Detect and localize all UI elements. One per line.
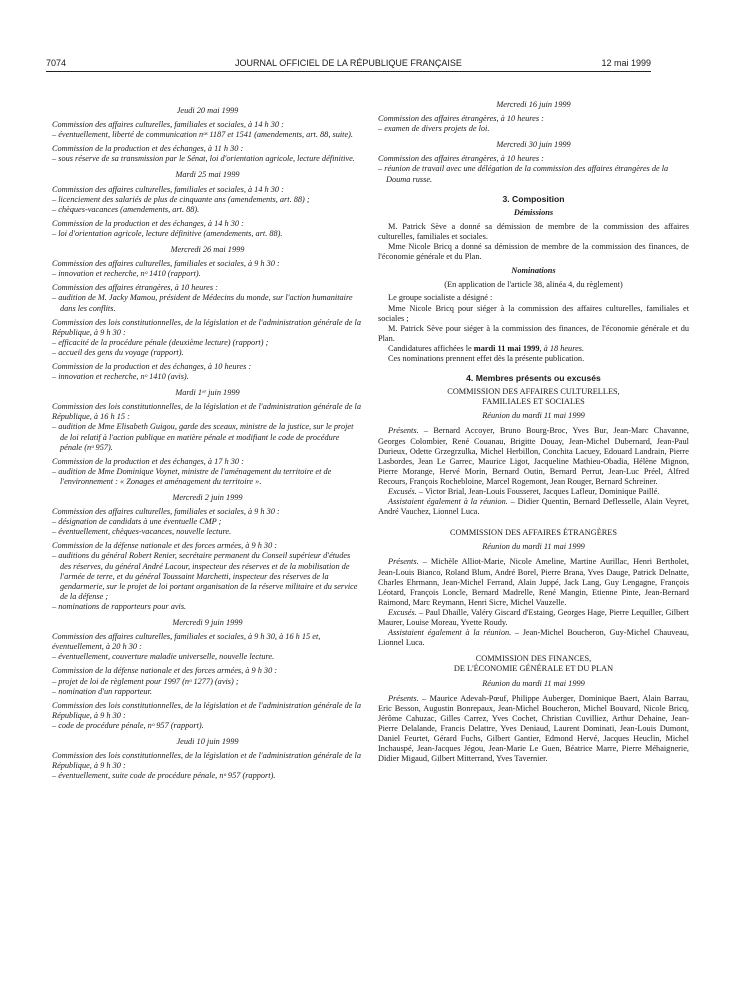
- agenda-item: – sous réserve de sa transmission par le Sénat, loi d'orientation agricole, lecture définitive.: [52, 154, 355, 164]
- agenda-item: – éventuellement, liberté de communication nᵒˢ 1187 et 1541 (amendements, art. 88, suite).: [52, 130, 353, 140]
- date-bold: mardi 11 mai 1999: [473, 343, 540, 353]
- agenda-item: – chèques-vacances (amendements, art. 88).: [52, 204, 200, 214]
- commission-line: Commission des affaires étrangères, à 10 heures :: [52, 283, 218, 293]
- day-heading: Jeudi 20 mai 1999: [176, 106, 239, 115]
- commission-line: Commission de la défense nationale et des forces armées, à 9 h 30 :: [52, 541, 278, 551]
- agenda-block: [52, 362, 363, 382]
- paragraph: Ces nominations prennent effet dès la présente publication.: [388, 353, 585, 363]
- paragraph: [378, 557, 689, 607]
- commission-line: Commission de la défense nationale et des forces armées, à 9 h 30 :: [52, 666, 278, 676]
- paragraph: M. Patrick Sève a donné sa démission de membre de la commission des affaires culturelles, familiales et sociales.: [378, 221, 689, 241]
- journal-title: JOURNAL OFFICIEL DE LA RÉPUBLIQUE FRANÇAISE: [235, 58, 462, 68]
- meeting-heading: Réunion du mardi 11 mai 1999: [482, 678, 585, 688]
- commission-line: Commission de la production et des échanges, à 14 h 30 :: [52, 218, 244, 228]
- day-heading: Jeudi 10 juin 1999: [176, 736, 239, 746]
- paragraph: Mme Nicole Bricq a donné sa démission de membre de la commission des finances, de l'économie générale et du Plan.: [378, 242, 689, 262]
- paragraph: [378, 426, 689, 487]
- agenda-item: – éventuellement, couverture maladie universelle, nouvelle lecture.: [52, 652, 275, 662]
- commission-line: Commission de la production et des échanges, à 11 h 30 :: [52, 144, 244, 154]
- paragraph: [378, 694, 689, 765]
- agenda-block: [52, 632, 363, 662]
- text: – Jean-Michel Boucheron, Guy-Michel Chauveau, Lionnel Luca.: [378, 628, 689, 648]
- text: Candidatures affichées le: [388, 343, 474, 353]
- agenda-item: – efficacité de la procédure pénale (deuxième lecture) (rapport) ;: [52, 337, 269, 347]
- commission-line: Commission des affaires étrangères, à 10 heures :: [378, 154, 544, 164]
- paragraph: [378, 487, 689, 497]
- label: Présents.: [388, 426, 419, 436]
- commission-title: COMMISSION DES AFFAIRES ÉTRANGÈRES: [450, 528, 617, 538]
- commission-title: DE L'ÉCONOMIE GÉNÉRALE ET DU PLAN: [453, 664, 614, 674]
- commission-line: Commission des affaires culturelles, familiales et sociales, à 9 h 30, à 16 h 15 et, éventuellement, à 20 h 30 :: [52, 632, 321, 652]
- agenda-block: [52, 318, 363, 358]
- commission-line: Commission des affaires culturelles, familiales et sociales, à 9 h 30 :: [52, 259, 280, 269]
- agenda-block: [52, 283, 363, 313]
- agenda-item: – nominations de rapporteurs pour avis.: [52, 601, 187, 611]
- commission-line: Commission de la production et des échanges, à 17 h 30 :: [52, 456, 244, 466]
- right-column: [378, 100, 689, 764]
- agenda-block: [52, 185, 363, 215]
- agenda-item: – innovation et recherche, nᵒ 1410 (rapport).: [52, 269, 201, 279]
- agenda-item: – examen de divers projets de loi.: [378, 124, 490, 134]
- text: – Maurice Adevah-Pœuf, Philippe Auberger, Dominique Baert, Alain Barrau, Eric Besson, Augustin Bonrepaux, Jean-Michel Boucheron, Michel Bouvard, Nicole Bricq, Jérôme Cahuzac, Gilles Carrez, Yves Cochet, Christian Cuvilliez, Arthur Dehaine, Jean-Pierre Delalande, Francis Delattre, Yves Deniaud, Laurent Dominati, Jean-Louis Dumont, Daniel Feurtet, Gérard Fuchs, Gilbert Gantier, Edmond Hervé, Jacques Heuclin, Michel Inchauspé, Jean-Jacques Jégou, Jean-Marie Le Guen, Béatrice Marre, Pierre Méhaignerie, Didier Migaud, Gilbert Mitterrand, Yves Tavernier.: [378, 693, 689, 764]
- agenda-block: [52, 507, 363, 537]
- agenda-block: [52, 666, 363, 696]
- text: – Bernard Accoyer, Bruno Bourg-Broc, Yves Bur, Jean-Marc Chavanne, Georges Colombier, René Couanau, Brigitte Douay, Jean-Michel Dubernard, Jean-Paul Durieux, Odette Grzegrzulka, Michel Herbillon, Conchita Lacuey, Edouard Landrain, Pierre Lasbordes, Jean Le Garrec, Maurice Ligot, Jacqueline Mathieu-Obadia, Hélène Mignon, Pierre Morange, Hervé Morin, Bernard Outin, Bernard Perrut, Jean-Luc Préel, Alfred Recours, François Rochebloine, Marcel Rogemont, Jean Rouger, Bernard Schreiner.: [378, 426, 689, 486]
- agenda-block: [52, 402, 363, 452]
- text: – Victor Brial, Jean-Louis Fousseret, Jacques Lafleur, Dominique Paillé.: [416, 487, 660, 496]
- paragraph: [378, 628, 689, 648]
- commission-line: Commission de la production et des échanges, à 10 heures :: [52, 361, 252, 371]
- agenda-item: – nomination d'un rapporteur.: [52, 686, 152, 696]
- text: , à 18 heures.: [539, 343, 585, 353]
- agenda-item: – auditions du général Robert Renier, secrétaire permanent du Conseil supérieur d'études des réserves, du général André Lacour, inspecteur des réserves et de la mobilisation de l'armée de terre, et du général Toussaint Marchetti, inspecteur des réserves de la gendarmerie, sur le projet de loi portant organisation de la réserve militaire et du service de la défense ;: [52, 551, 358, 601]
- agenda-block: [378, 114, 689, 134]
- label: Assistaient également à la réunion.: [388, 628, 512, 638]
- commission-line: Commission des affaires culturelles, familiales et sociales, à 9 h 30 :: [52, 507, 280, 517]
- text: – Didier Quentin, Bernard Deflesselle, Alain Veyret, André Vauchez, Lionnel Luca.: [378, 497, 690, 517]
- agenda-block: [52, 457, 363, 487]
- day-heading: Mardi 1ᵉʳ juin 1999: [175, 388, 240, 398]
- section-heading: 3. Composition: [502, 193, 565, 204]
- text: – Paul Dhaille, Valéry Giscard d'Estaing, Georges Hage, Pierre Lequiller, Gilbert Maurer, Louise Moreau, Yvette Roudy.: [378, 607, 689, 628]
- agenda-item: – audition de Mme Elisabeth Guigou, garde des sceaux, ministre de la justice, sur le projet de loi relatif à l'action publique en matière pénale et modifiant le code de procédure pénale (nᵒ 957).: [52, 422, 354, 452]
- agenda-item: – licenciement des salariés de plus de cinquante ans (amendements, art. 88) ;: [52, 194, 310, 204]
- page-header: [46, 58, 651, 69]
- subsection-heading: Démissions: [513, 207, 554, 217]
- agenda-block: [52, 259, 363, 279]
- day-heading: Mercredi 26 mai 1999: [170, 245, 245, 255]
- paragraph: M. Patrick Sève pour siéger à la commission des finances, de l'économie générale et du Plan.: [378, 323, 689, 343]
- commission-line: Commission des lois constitutionnelles, de la législation et de l'administration générale de la République, à 9 h 30 :: [52, 317, 361, 337]
- subsection-heading: Nominations: [511, 266, 556, 276]
- label: Excusés.: [388, 607, 417, 617]
- agenda-item: – innovation et recherche, nᵒ 1410 (avis).: [52, 372, 189, 382]
- text: – Michèle Alliot-Marie, Nicole Ameline, Martine Aurillac, Henri Bertholet, Jean-Louis Bianco, Roland Blum, André Borel, Pierre Brana, Yves Dauge, Patrick Delnatte, Charles Ehrmann, Jean-Michel Ferrand, Alain Juppé, Jack Lang, Guy Lengagne, François Léotard, François Loncle, Bernard Madrelle, René Mangin, Etienne Pinte, Jean-Bernard Raimond, Marc Reymann, Henri Sicre, Michel Vauzelle.: [378, 557, 689, 607]
- paragraph: (En application de l'article 38, alinéa 4, du règlement): [444, 280, 623, 290]
- agenda-item: – code de procédure pénale, nᵒ 957 (rapport).: [52, 720, 204, 730]
- commission-line: Commission des lois constitutionnelles, de la législation et de l'administration générale de la République, à 16 h 15 :: [52, 402, 361, 422]
- commission-line: Commission des affaires culturelles, familiales et sociales, à 14 h 30 :: [52, 184, 284, 194]
- agenda-block: [52, 701, 363, 731]
- day-heading: Mercredi 30 juin 1999: [496, 140, 571, 150]
- label: Présents.: [388, 693, 419, 703]
- paragraph: [378, 608, 689, 628]
- paragraph: [378, 497, 689, 517]
- day-heading: Mercredi 16 juin 1999: [496, 100, 571, 109]
- agenda-item: – éventuellement, chèques-vacances, nouvelle lecture.: [52, 527, 232, 537]
- agenda-block: [52, 219, 363, 239]
- agenda-item: – audition de Mme Dominique Voynet, ministre de l'aménagement du territoire et de l'environnement : « Zonages et aménagement du territoire ».: [52, 466, 332, 486]
- meeting-heading: Réunion du mardi 11 mai 1999: [482, 411, 585, 421]
- header-rule: [46, 71, 651, 72]
- day-heading: Mardi 25 mai 1999: [175, 170, 240, 180]
- agenda-block: [52, 751, 363, 781]
- agenda-block: [378, 154, 689, 184]
- agenda-item: – éventuellement, suite code de procédure pénale, nᵒ 957 (rapport).: [52, 771, 276, 781]
- commission-line: Commission des lois constitutionnelles, de la législation et de l'administration générale de la République, à 9 h 30 :: [52, 751, 361, 771]
- agenda-item: – audition de M. Jacky Mamou, président de Médecins du monde, sur l'action humanitaire dans les conflits.: [52, 293, 353, 313]
- day-heading: Mercredi 9 juin 1999: [172, 618, 243, 628]
- agenda-item: – projet de loi de règlement pour 1997 (nᵒ 1277) (avis) ;: [52, 676, 239, 686]
- issue-date: 12 mai 1999: [601, 58, 651, 68]
- section-heading: 4. Membres présents ou excusés: [466, 373, 601, 384]
- commission-line: Commission des affaires étrangères, à 10 heures :: [378, 114, 544, 124]
- meeting-heading: Réunion du mardi 11 mai 1999: [482, 542, 585, 552]
- agenda-item: – loi d'orientation agricole, lecture définitive (amendements, art. 88).: [52, 228, 283, 238]
- agenda-item: – réunion de travail avec une délégation de la commission des affaires étrangères de la Douma russe.: [378, 164, 669, 184]
- label: Assistaient également à la réunion.: [388, 497, 508, 507]
- paragraph: Le groupe socialiste a désigné :: [388, 293, 493, 303]
- paragraph: [378, 344, 689, 354]
- agenda-item: – accueil des gens du voyage (rapport).: [52, 347, 184, 357]
- left-column: [52, 100, 363, 785]
- paragraph: Mme Nicole Bricq pour siéger à la commission des affaires culturelles, familiales et sociales ;: [378, 303, 689, 323]
- commission-title: COMMISSION DES AFFAIRES CULTURELLES,: [447, 387, 620, 397]
- commission-title: COMMISSION DES FINANCES,: [475, 654, 592, 664]
- commission-line: Commission des affaires culturelles, familiales et sociales, à 14 h 30 :: [52, 120, 284, 130]
- page-number: 7074: [46, 58, 67, 68]
- commission-title: FAMILIALES ET SOCIALES: [482, 397, 585, 407]
- commission-line: Commission des lois constitutionnelles, de la législation et de l'administration générale de la République, à 9 h 30 :: [52, 700, 361, 720]
- day-heading: Mercredi 2 juin 1999: [172, 493, 243, 502]
- label: Excusés.: [388, 487, 417, 496]
- agenda-block: [52, 120, 363, 140]
- agenda-block: [52, 144, 363, 164]
- label: Présents.: [388, 557, 419, 567]
- agenda-block: [52, 541, 363, 612]
- agenda-item: – désignation de candidats à une éventuelle CMP ;: [52, 517, 222, 527]
